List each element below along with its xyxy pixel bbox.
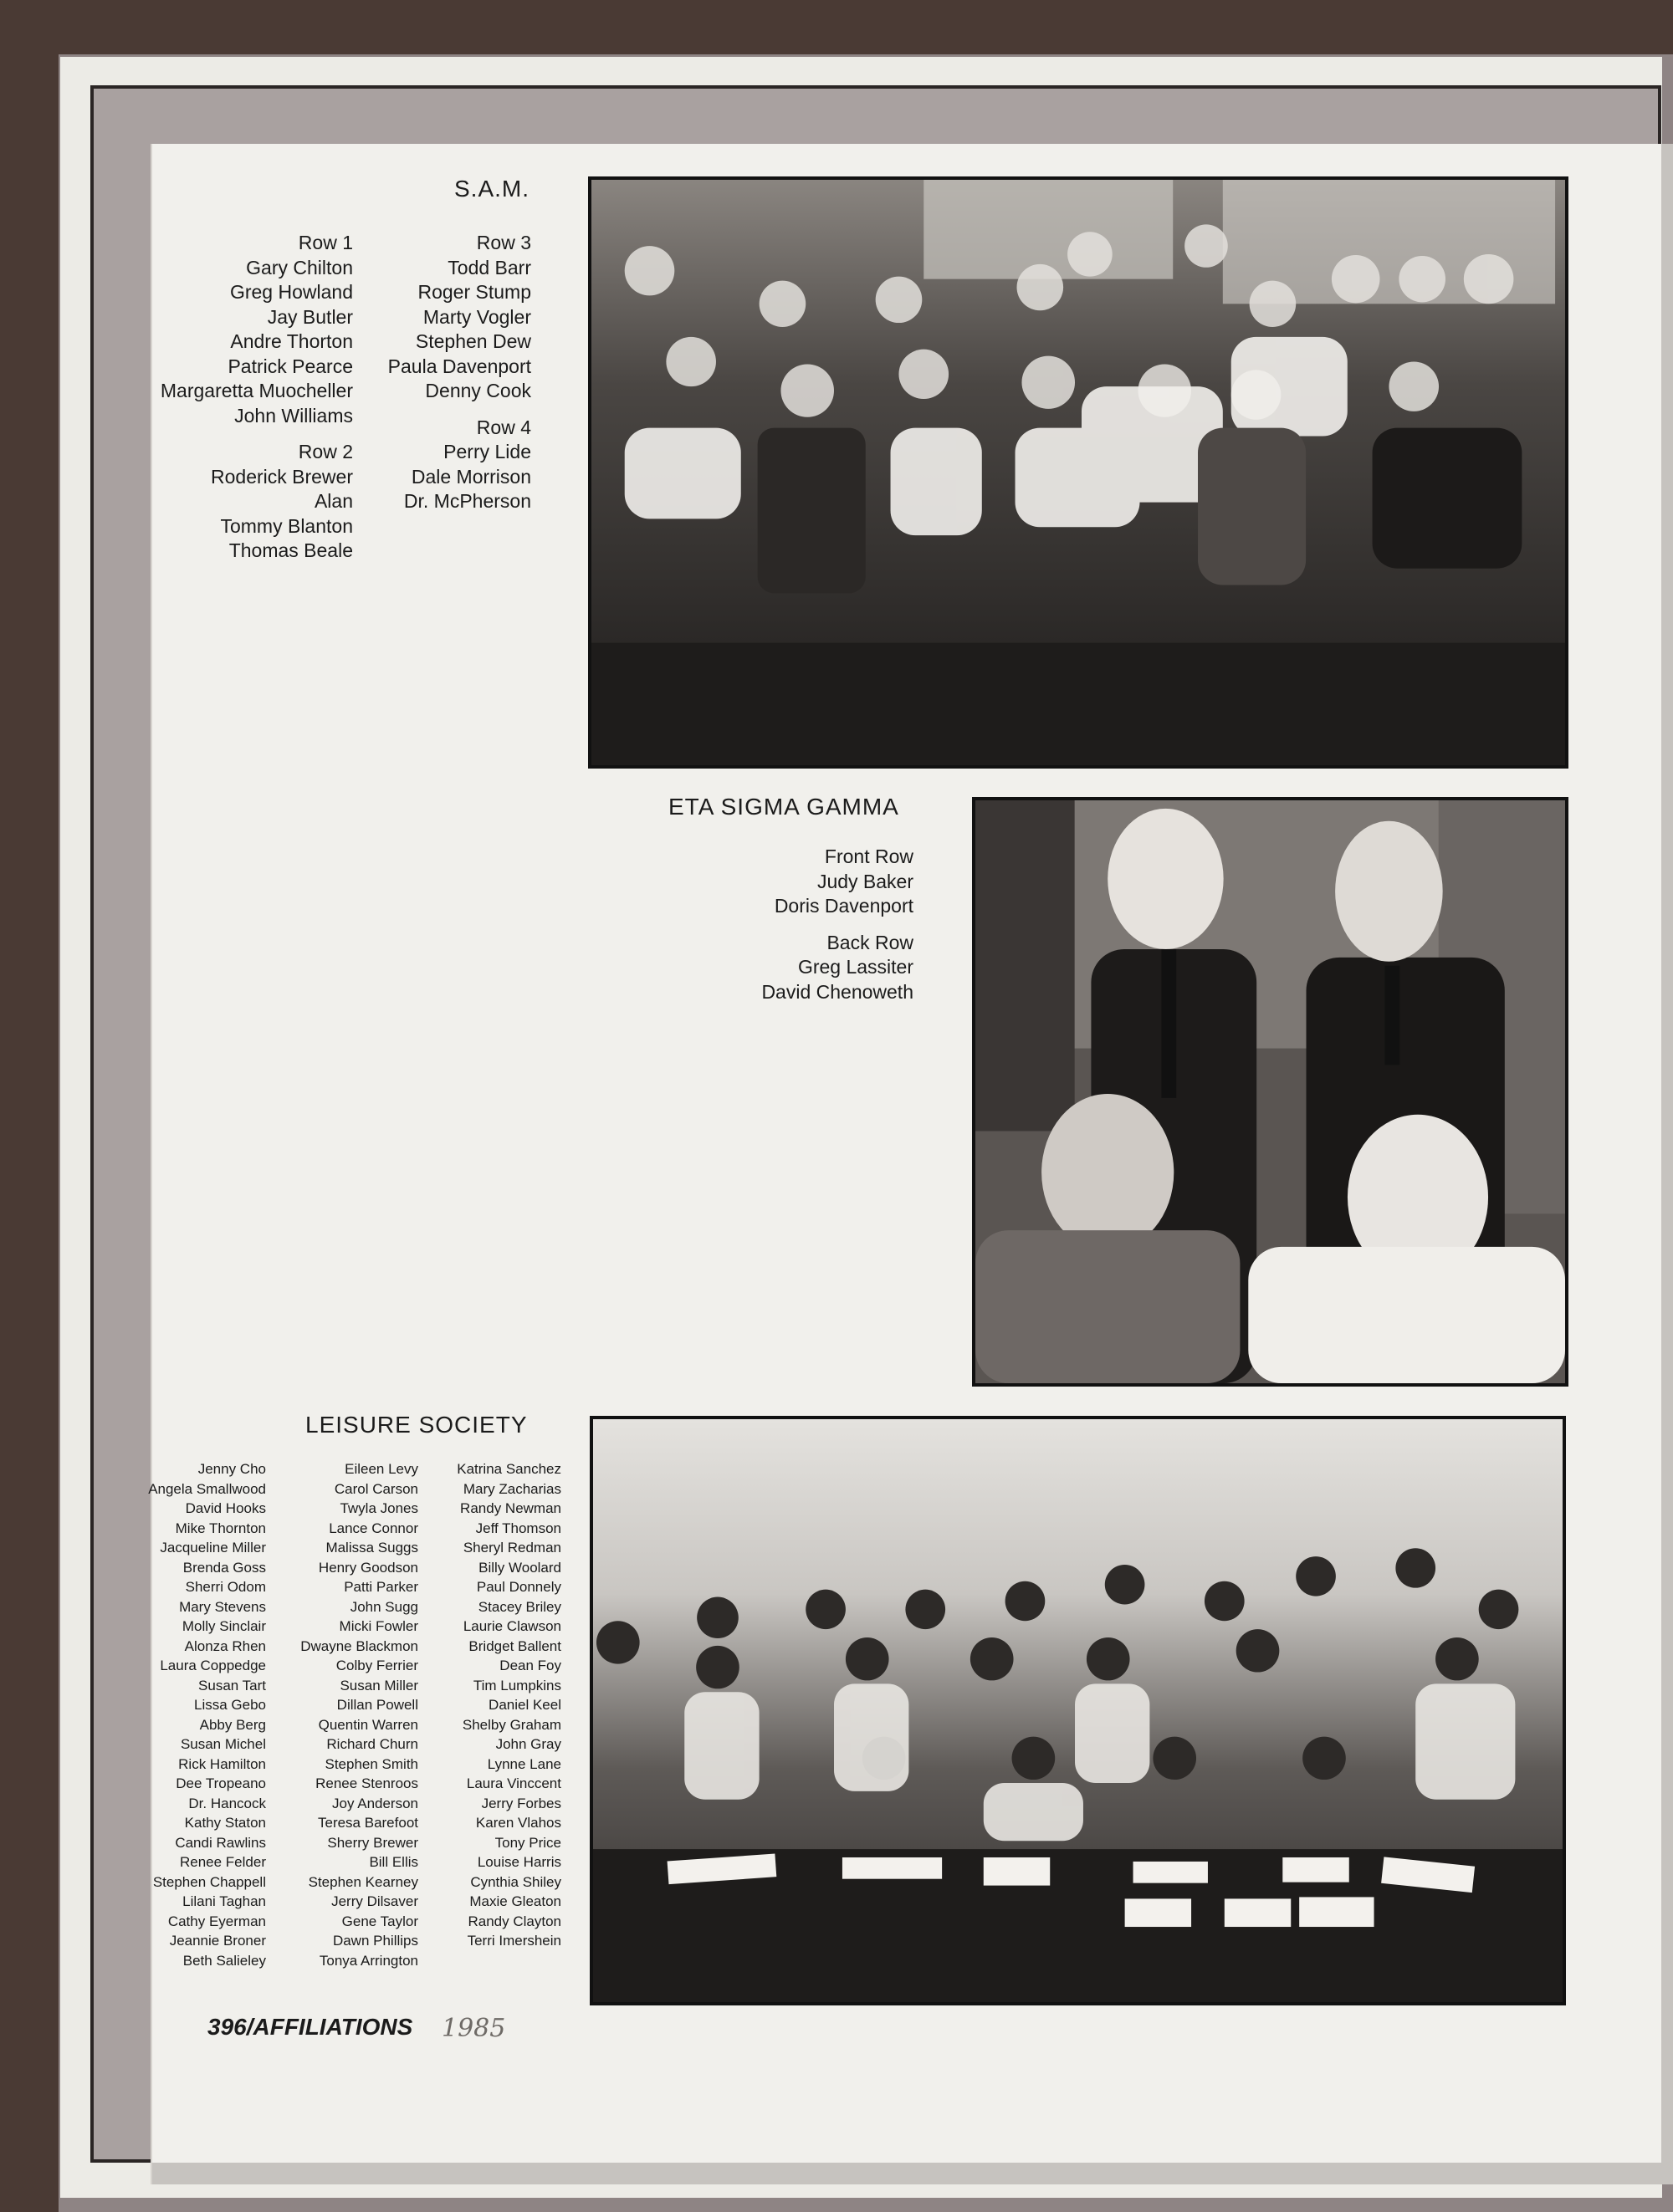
handwritten-year: 1985 bbox=[442, 2014, 506, 2043]
caption-name: Roger Stump bbox=[417, 281, 531, 303]
member-name: Karen Vlahos bbox=[475, 1815, 561, 1831]
member-name: Randy Clayton bbox=[468, 1913, 561, 1929]
member-name: Malissa Suggs bbox=[325, 1540, 418, 1556]
caption-name: Jay Butler bbox=[267, 305, 353, 328]
caption-name: Greg Howland bbox=[229, 281, 353, 303]
eta-title: ETA SIGMA GAMMA bbox=[668, 794, 899, 820]
member-name: Brenda Goss bbox=[182, 1559, 266, 1576]
caption-name: Judy Baker bbox=[816, 870, 913, 892]
member-name: Alonza Rhen bbox=[184, 1637, 266, 1654]
member-name: Rick Hamilton bbox=[178, 1755, 266, 1772]
caption-name: Thomas Beale bbox=[228, 539, 353, 561]
member-name: Bridget Ballent bbox=[468, 1637, 561, 1654]
member-name: Dwayne Blackmon bbox=[300, 1637, 418, 1654]
member-name: Abby Berg bbox=[199, 1716, 266, 1733]
member-name: Maxie Gleaton bbox=[469, 1893, 561, 1909]
member-name: Dawn Phillips bbox=[332, 1933, 418, 1949]
member-name: Mary Zacharias bbox=[463, 1480, 561, 1497]
member-name: Jerry Dilsaver bbox=[331, 1893, 418, 1909]
member-name: Renee Felder bbox=[179, 1854, 266, 1870]
member-name: Randy Newman bbox=[460, 1500, 561, 1516]
member-name: Colby Ferrier bbox=[335, 1658, 418, 1673]
member-name: Laurie Clawson bbox=[463, 1618, 561, 1634]
member-name: Teresa Barefoot bbox=[317, 1815, 418, 1831]
caption-name: Dr. McPherson bbox=[403, 490, 531, 512]
caption-heading: Row 3 bbox=[476, 232, 531, 253]
caption-name: Doris Davenport bbox=[774, 895, 913, 917]
member-name: Mary Stevens bbox=[179, 1598, 266, 1615]
member-name: Candi Rawlins bbox=[175, 1834, 266, 1851]
member-name: Lynne Lane bbox=[487, 1755, 561, 1772]
member-name: Sherri Odom bbox=[185, 1579, 266, 1595]
member-name: Dillan Powell bbox=[336, 1697, 418, 1713]
caption-heading: Row 2 bbox=[298, 441, 353, 462]
member-name: John Sugg bbox=[350, 1598, 418, 1615]
member-name: Dee Tropeano bbox=[176, 1775, 266, 1791]
member-name: Paul Donnely bbox=[476, 1579, 561, 1595]
caption-name: Todd Barr bbox=[448, 256, 531, 278]
leisure-group-photo bbox=[590, 1416, 1566, 2005]
leisure-names-col1 bbox=[148, 1459, 266, 1970]
eta-caption bbox=[761, 845, 913, 1016]
member-name: Quentin Warren bbox=[318, 1716, 418, 1733]
caption-name: David Chenoweth bbox=[761, 980, 913, 1003]
member-name: Susan Tart bbox=[198, 1677, 266, 1693]
caption-name: Roderick Brewer bbox=[211, 465, 353, 488]
member-name: Gene Taylor bbox=[341, 1913, 418, 1929]
sam-title: S.A.M. bbox=[454, 176, 530, 202]
member-name: Micki Fowler bbox=[339, 1618, 418, 1634]
member-name: Laura Coppedge bbox=[160, 1658, 266, 1673]
member-name: Tonya Arrington bbox=[319, 1952, 418, 1969]
member-name: Tim Lumpkins bbox=[473, 1677, 561, 1693]
member-name: Jeannie Broner bbox=[169, 1933, 266, 1949]
caption-name: Marty Vogler bbox=[422, 305, 531, 328]
member-name: Twyla Jones bbox=[340, 1500, 418, 1516]
member-name: Daniel Keel bbox=[489, 1697, 561, 1713]
member-name: Cathy Eyerman bbox=[167, 1913, 266, 1929]
member-name: Tony Price bbox=[494, 1834, 561, 1851]
caption-name: Dale Morrison bbox=[411, 465, 531, 488]
member-name: Lance Connor bbox=[329, 1520, 418, 1536]
member-name: Stephen Chappell bbox=[152, 1873, 266, 1890]
caption-heading: Row 4 bbox=[476, 416, 531, 438]
caption-name: Denny Cook bbox=[425, 380, 531, 401]
page-folio: 396/AFFILIATIONS bbox=[207, 2014, 413, 2040]
member-name: Patti Parker bbox=[344, 1579, 418, 1595]
member-name: Renee Stenroos bbox=[315, 1775, 418, 1791]
member-name: Stacey Briley bbox=[478, 1598, 561, 1615]
member-name: John Gray bbox=[495, 1736, 561, 1752]
member-name: Jerry Forbes bbox=[481, 1795, 561, 1811]
member-name: Molly Sinclair bbox=[182, 1618, 266, 1634]
member-name: Louise Harris bbox=[477, 1854, 561, 1870]
caption-name: Greg Lassiter bbox=[797, 956, 913, 978]
caption-heading: Front Row bbox=[824, 845, 913, 867]
member-name: Dr. Hancock bbox=[188, 1795, 266, 1811]
member-name: Bill Ellis bbox=[369, 1854, 418, 1870]
member-name: Lissa Gebo bbox=[194, 1697, 266, 1713]
member-name: Jacqueline Miller bbox=[160, 1540, 266, 1556]
member-name: Stephen Kearney bbox=[308, 1873, 418, 1890]
member-name: Angela Smallwood bbox=[148, 1480, 266, 1497]
caption-name: Margaretta Muocheller bbox=[160, 380, 353, 401]
sam-caption-col2 bbox=[388, 231, 531, 526]
member-name: Eileen Levy bbox=[345, 1461, 418, 1477]
member-name: Cynthia Shiley bbox=[470, 1873, 561, 1890]
caption-name: Perry Lide bbox=[443, 441, 531, 462]
caption-name: Tommy Blanton bbox=[220, 514, 353, 537]
leisure-title: LEISURE SOCIETY bbox=[305, 1412, 528, 1438]
member-name: Billy Woolard bbox=[478, 1559, 561, 1576]
member-name: Stephen Smith bbox=[325, 1755, 418, 1772]
member-name: David Hooks bbox=[185, 1500, 266, 1516]
caption-name: Paula Davenport bbox=[387, 355, 531, 377]
member-name: Mike Thornton bbox=[175, 1520, 266, 1536]
caption-heading: Row 1 bbox=[298, 232, 353, 253]
caption-heading: Back Row bbox=[826, 931, 913, 953]
caption-name: John Williams bbox=[234, 404, 353, 427]
sam-group-photo bbox=[588, 176, 1568, 769]
member-name: Terri Imershein bbox=[467, 1933, 561, 1949]
caption-name: Alan bbox=[314, 490, 353, 512]
member-name: Sherry Brewer bbox=[327, 1834, 418, 1851]
member-name: Joy Anderson bbox=[331, 1795, 418, 1811]
eta-group-photo bbox=[972, 797, 1568, 1387]
member-name: Lilani Taghan bbox=[182, 1893, 266, 1909]
member-name: Susan Miller bbox=[340, 1677, 418, 1693]
member-name: Richard Churn bbox=[326, 1736, 418, 1752]
sam-caption-col1 bbox=[161, 231, 353, 575]
member-name: Katrina Sanchez bbox=[457, 1461, 561, 1477]
member-name: Carol Carson bbox=[334, 1480, 418, 1497]
member-name: Kathy Staton bbox=[184, 1815, 266, 1831]
member-name: Henry Goodson bbox=[318, 1559, 418, 1576]
leisure-names-col3 bbox=[457, 1459, 561, 1951]
member-name: Beth Salieley bbox=[182, 1952, 266, 1969]
member-name: Sheryl Redman bbox=[463, 1540, 561, 1556]
member-name: Susan Michel bbox=[180, 1736, 266, 1752]
member-name: Dean Foy bbox=[499, 1658, 561, 1673]
member-name: Laura Vinccent bbox=[466, 1775, 561, 1791]
member-name: Shelby Graham bbox=[462, 1716, 561, 1733]
member-name: Jeff Thomson bbox=[475, 1520, 561, 1536]
member-name: Jenny Cho bbox=[197, 1461, 266, 1477]
caption-name: Stephen Dew bbox=[415, 330, 531, 352]
caption-name: Andre Thorton bbox=[230, 330, 353, 352]
caption-name: Gary Chilton bbox=[246, 256, 353, 278]
caption-name: Patrick Pearce bbox=[228, 355, 353, 377]
leisure-names-col2 bbox=[300, 1459, 418, 1970]
